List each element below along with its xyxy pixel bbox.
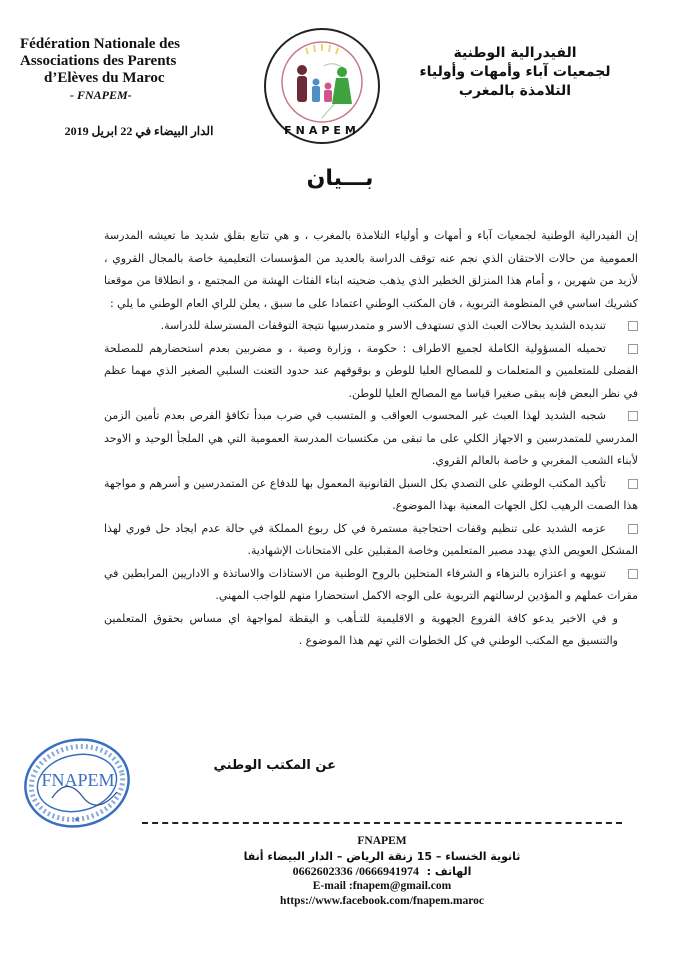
header-french-line-3: d’Elèves du Maroc xyxy=(44,70,165,86)
footer-phone xyxy=(142,864,622,879)
bullet-text: تنويهه و اعتزازه بالنزهاء و الشرفاء المتحلين بالروح الوطنية من الاستاذات والاساتذة و الاداريين المرابطين في مقرات عملهم و المؤدين لرسالتهم التربوية على الوجه الاكمل استحضارا منهم للواجب المهني. xyxy=(104,566,638,602)
header-arabic xyxy=(395,44,635,101)
header-french xyxy=(20,36,220,104)
footer-facebook-link[interactable]: https://www.facebook.com/fnapem.maroc xyxy=(280,895,484,907)
document-title: بـــيان xyxy=(306,166,374,191)
closing-paragraph: و في الاخير يدعو كافة الفروع الجهوية و الاقليمية للتـأهب و اليقظة لمواجهة اي مساس بحقوق المتعلمين والتنسيق مع المكتب الوطني في كل الخطوات التي تهم هذا الموضوع . xyxy=(104,611,618,647)
bullet-text: تأكيد المكتب الوطني على التصدي بكل السبل القانونية المعمول بها للدفاع عن المتمدرسين و أسرهم و مواجهة هذا الصمت الرهيب لكل الجهات المعنية بهذا الموضوع. xyxy=(104,476,638,512)
statement-body xyxy=(104,225,638,653)
checkbox-icon xyxy=(628,344,638,354)
header-french-line-4: - FNAPEM- xyxy=(70,88,132,102)
header-arabic-line-3: التلامذة بالمغرب xyxy=(458,83,572,99)
checkbox-icon xyxy=(628,569,638,579)
checkbox-icon xyxy=(628,479,638,489)
bullet-item xyxy=(104,405,638,473)
footer-org: FNAPEM xyxy=(357,835,407,847)
svg-text:★: ★ xyxy=(73,815,81,824)
bullet-item xyxy=(104,338,638,406)
document-date: الدار البيضاء في 22 ابريل 2019 xyxy=(64,124,214,138)
phone-numbers: 0666941974/ 0662602336 xyxy=(292,864,419,878)
phone-label: الهاتف : xyxy=(426,865,472,878)
fnapem-logo xyxy=(262,26,382,146)
header-arabic-line-1: الفيدرالية الوطنية xyxy=(453,45,577,61)
checkbox-icon xyxy=(628,524,638,534)
stamp-text: FNAPEM xyxy=(41,770,115,790)
bullet-item xyxy=(104,473,638,518)
bullet-item xyxy=(104,563,638,608)
header-french-line-2: Associations des Parents xyxy=(20,53,177,69)
signature-label: عن المكتب الوطني xyxy=(213,758,336,773)
bullet-text: عزمه الشديد على تنظيم وقفات احتجاجية مستمرة في كل ربوع المملكة في حالة عدم ايجاد حل فوري لهذا المشكل العويص الذي يهدد مصير المتعلمين وخاصة المقبلين على الامتحانات الإشهادية. xyxy=(104,521,638,557)
checkbox-icon xyxy=(628,321,638,331)
footer-email[interactable]: E-mail :fnapem@gmail.com xyxy=(312,880,452,892)
footer-address: ثانوية الخنساء – 15 زنقة الرياض – الدار البيضاء أنفا xyxy=(243,850,521,863)
logo-text: FNAPEM xyxy=(284,124,360,137)
bullet-item xyxy=(104,518,638,563)
intro-paragraph: إن الفيدرالية الوطنية لجمعيات آباء و أمهات و أولياء التلامذة بالمغرب ، و هي تتابع بقلق شديد ما تعيشه المدرسة العمومية من حالات الاحتقان الذي نجم عنه توقف الدراسة بالعديد من المؤسسات التعليمية خاصة بالمجال القروي ، لأزيد من شهرين ، و أمام هذا المنزلق الخطير الذي يذهب ضحيته ابناء الفئات الهشة من المجتمع ، و انطلاقا من موقعنا كشريك اساسي في المنظومة التربوية ، فان المكتب الوطني اعتمادا على ما سبق ، يعلن للراي العام الوطني ما يلي : xyxy=(104,229,638,310)
footer xyxy=(142,834,622,909)
footer-divider xyxy=(142,822,622,824)
header-arabic-line-2: لجمعيات آباء وأمهات وأولياء xyxy=(419,64,611,80)
checkbox-icon xyxy=(628,411,638,421)
bullet-text: تحميله المسؤولية الكاملة لجميع الاطراف : حكومة ، وزارة وصية ، و مضربين بعدم استحضارهم للمصلحة الفضلى للمتعلمين و المتعلمات و للمصالح العليا للوطن و بوقوفهم عند حدود التعنت السلبي الصغير الذي مهما عظم في نظر البعض فإنه يبقى صغيرا قياسا مع المصالح العليا للوطن. xyxy=(104,341,638,400)
bullet-text: شجبه الشديد لهذا العبث غير المحسوب العواقب و المتسبب في ضرب مبدأ تكافؤ الفرص بعدم تأمين الزمن المدرسي للمتمدرسين و الاجهاز الكلي على ما تبقى من مكتسبات المدرسة العمومية التي هي الملجأ الوحيد و الاوحد لأبناء الشعب المغربي و خاصة بالعالم القروي. xyxy=(104,409,638,467)
bullet-item xyxy=(104,315,638,338)
bullet-text: تنديده الشديد بحالات العبث الذي تستهدف الاسر و متمدرسيها نتيجة التوقفات المسترسلة للدراسة. xyxy=(160,319,606,332)
header-french-line-1: Fédération Nationale des xyxy=(20,36,180,52)
official-stamp xyxy=(22,736,132,831)
